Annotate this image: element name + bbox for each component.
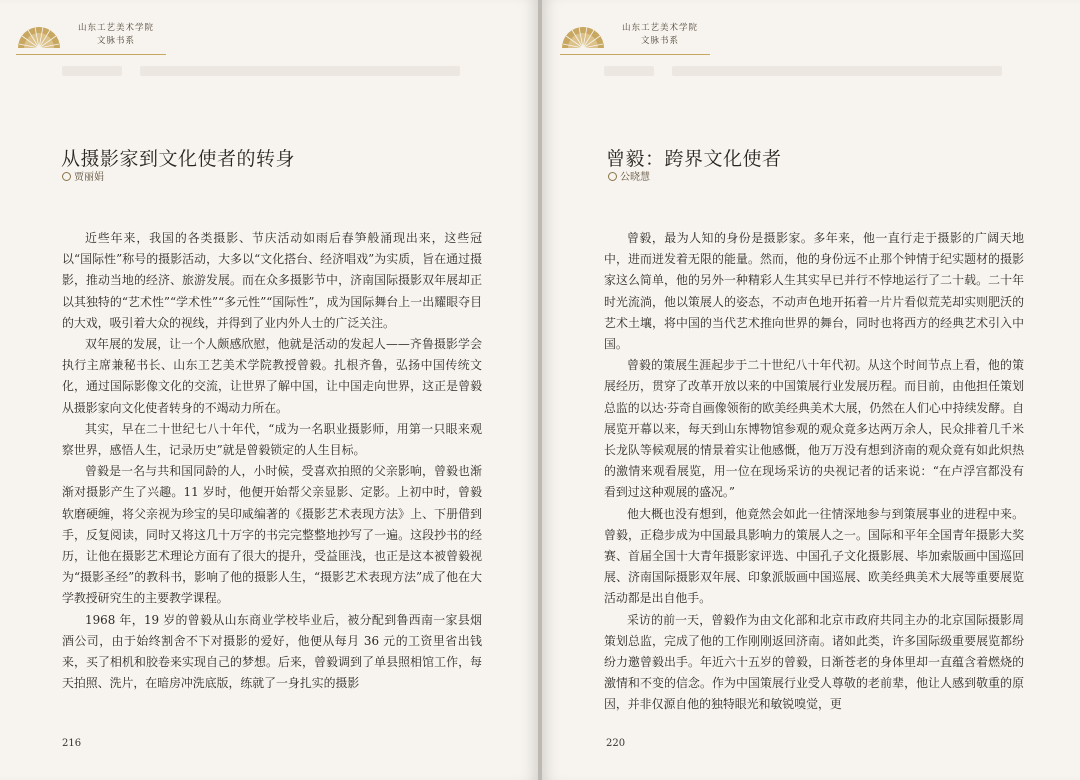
header-rule bbox=[560, 54, 710, 55]
paragraph: 近些年来，我国的各类摄影、节庆活动如雨后春笋般涌现出来，这些冠以“国际性”称号的摄影活动，大多以“文化搭台、经济唱戏”为实质，旨在通过摄影，推动当地的经济、旅游发展。而在众多摄影节中，济南国际摄影双年展却正以其独特的“艺术性”“学术性”“多元性”“国际性”，成为国际舞台上一出耀眼夺目的大戏，吸引着大众的视线，并得到了业内外人士的广泛关注。 bbox=[62, 231, 482, 330]
paragraph: 他大概也没有想到，他竟然会如此一往情深地参与到策展事业的进程中来。曾毅，正稳步成为中国最具影响力的策展人之一。国际和平年全国青年摄影大奖赛、首届全国十大青年摄影家评选、中国孔子文化摄影展、毕加索版画中国巡回展、济南国际摄影双年展、印象派版画中国巡展、欧美经典美术大展等重要展览活动都是出自他手。 bbox=[604, 506, 1024, 606]
series-line-2: 文脉书系 bbox=[640, 36, 679, 46]
paragraph: 采访的前一天，曾毅作为由文化部和北京市政府共同主办的北京国际摄影周策划总监，完成了他的工作刚刚返回济南。诸如此类，许多国际级重要展览都纷纷力邀曾毅出手。年近六十五岁的曾毅，日渐苍老的身体里却一直蕴含着燃烧的激情和不变的信念。作为中国策展行业受人尊敬的老前辈，他让人感到敬重的原因，并非仅源自他的独特眼光和敏锐嗅觉，更 bbox=[604, 612, 1024, 712]
article-author bbox=[608, 168, 650, 183]
author-name: 公晓慧 bbox=[620, 172, 650, 183]
series-name bbox=[56, 22, 176, 48]
right-page bbox=[542, 0, 1080, 780]
article-title: 从摄影家到文化使者的转身 bbox=[61, 148, 296, 170]
article-body bbox=[604, 228, 1024, 716]
author-bullet-icon bbox=[608, 172, 617, 181]
series-line-2: 文脉书系 bbox=[96, 36, 135, 46]
author-bullet-icon bbox=[62, 172, 71, 181]
paragraph: 曾毅，最为人知的身份是摄影家。多年来，他一直行走于摄影的广阔天地中，进而迸发着无限的能量。然而，他的身份远不止那个钟情于纪实题材的摄影家这么简单，他的另外一种精彩人生其实早已并行不悖地运行了二十载。二十年时光流淌，他以策展人的姿态，不动声色地开拓着一片片看似荒芜却实则肥沃的艺术土壤，将中国的当代艺术推向世界的舞台，同时也将西方的经典艺术引入中国。 bbox=[604, 231, 1024, 352]
bleed-through bbox=[672, 66, 1002, 76]
series-name bbox=[600, 22, 720, 48]
series-line-1: 山东工艺美术学院 bbox=[621, 23, 698, 33]
paragraph: 双年展的发展，让一个人颇感欣慰，他就是活动的发起人——齐鲁摄影学会执行主席兼秘书长、山东工艺美术学院教授曾毅。扎根齐鲁，弘扬中国传统文化，通过国际影像文化的交流，让世界了解中国，让中国走向世界，这正是曾毅从摄影家向文化使者转身的不竭动力所在。 bbox=[62, 337, 482, 415]
bleed-through bbox=[604, 66, 654, 76]
article-body bbox=[62, 228, 482, 694]
author-name: 贾丽娟 bbox=[74, 172, 104, 183]
article-author bbox=[62, 168, 104, 183]
paragraph: 曾毅是一名与共和国同龄的人，小时候，受喜欢拍照的父亲影响，曾毅也渐渐对摄影产生了兴趣。11 岁时，他便开始帮父亲显影、定影。上初中时，曾毅软磨硬缠，将父亲视为珍宝的吴印咸编著的《摄影艺术表现方法》上、下册借到手，反复阅读，同时又将这几十万字的书完完整整地抄写了一遍。这段抄书的经历，让他在摄影艺术理论方面有了很大的提升，受益匪浅，也正是这本被曾毅视为“摄影圣经”的教科书，影响了他的摄影人生，“摄影艺术表现方法”成了他在大学教授研究生的主要教学课程。 bbox=[62, 464, 482, 606]
paragraph: 曾毅的策展生涯起步于二十世纪八十年代初。从这个时间节点上看，他的策展经历，贯穿了改革开放以来的中国策展行业发展历程。而目前，由他担任策划总监的以达·芬奇自画像领衔的欧美经典美术大展，仍然在人们心中持续发酵。自展览开幕以来，每天到山东博物馆参观的观众竟多达两万余人，民众排着几千米长龙队等候观展的情景着实让他感慨，他万万没有想到济南的观众竟有如此炽热的激情来观看展览，用一位在现场采访的央视记者的话来说：“在卢浮宫都没有看到过这种观展的盛况。” bbox=[604, 358, 1024, 500]
paragraph: 其实，早在二十世纪七八十年代，“成为一名职业摄影师，用第一只眼来观察世界，感悟人生，记录历史”就是曾毅锁定的人生目标。 bbox=[62, 421, 482, 458]
page-number: 216 bbox=[62, 738, 82, 749]
article-title: 曾毅：跨界文化使者 bbox=[606, 148, 782, 170]
left-page bbox=[0, 0, 538, 780]
paragraph: 1968 年，19 岁的曾毅从山东商业学校毕业后，被分配到鲁西南一家县烟酒公司，由于始终割舍不下对摄影的爱好，他便从每月 36 元的工资里省出钱来，买了相机和胶卷来实现自己的梦想。后来，曾毅调到了单县照相馆工作，每天拍照、洗片，在暗房冲洗底版，练就了一身扎实的摄影 bbox=[62, 612, 482, 691]
bleed-through bbox=[140, 66, 460, 76]
series-line-1: 山东工艺美术学院 bbox=[77, 23, 154, 33]
bleed-through bbox=[62, 66, 122, 76]
header-rule bbox=[16, 54, 166, 55]
page-number: 220 bbox=[606, 738, 626, 749]
